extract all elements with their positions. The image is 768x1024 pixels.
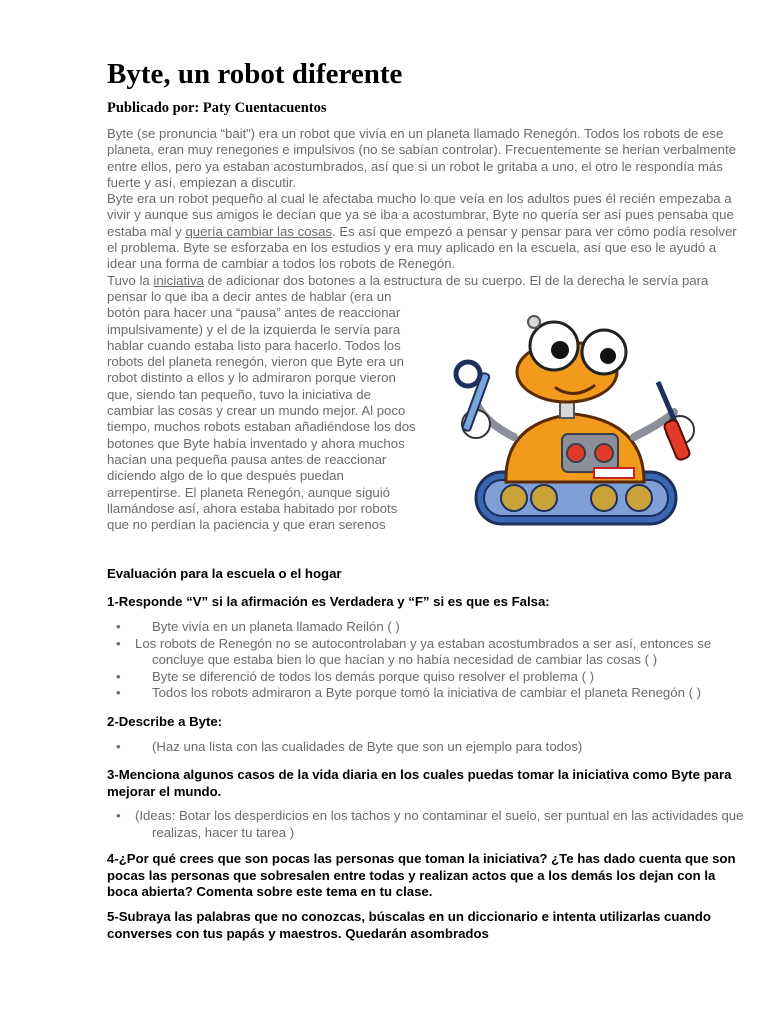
list-item [107, 669, 747, 686]
question-1-heading: 1-Responde “V” si la afirmación es Verdadera y “F” si es que es Falsa: [107, 594, 550, 609]
story-text-run: . Es así que empezó a pensar y pensar para ver cómo podía resolver el problema. Byte se esforzaba en los estudios y era muy aplicado en la escuela, así que eso le ayudó a idear una forma de cambiar a todos los robots de Renegón. [107, 223, 737, 272]
document-title: Byte, un robot diferente [107, 58, 403, 90]
list-item-text: Los robots de Renegón no se autocontrolaban y ya estaban acostumbrados a ser así, entonces se concluye que estaba bien lo que hacían y no había necesidad de cambiar las cosas ( ) [135, 635, 712, 667]
bullet: • [116, 635, 121, 651]
question-2-list [107, 739, 747, 756]
bullet: • [116, 619, 121, 634]
question-4-heading: 4-¿Por qué crees que son pocas las personas que toman la iniciativa? ¿Te has dado cuenta que son pocas las personas que sobresalen entre todas y realizan actos que a los demás los dejan con la boca abierta? Comenta sobre este tema en tu clase. [107, 851, 736, 899]
underlined-word: iniciativa [153, 272, 204, 288]
list-item [107, 619, 747, 636]
story-paragraph-3 [107, 273, 739, 289]
bullet: • [116, 668, 121, 684]
story-paragraph-3-continued: pensar lo que iba a decir antes de hablar (era un botón para hacer una “pausa” antes de reaccionar impulsivamente) y el de la izquierda le servía para hablar cuando estaba listo para hacerlo. Todos los robots del planeta renegón, vieron que Byte era un robot distinto a ellos y lo admiraron porque vieron que, siendo tan pequeño, tuvo la iniciativa de cambiar las cosas y crear un mundo mejor. Al poco tiempo, muchos robots estaban añadiéndose los dos botones que Byte había inventado y ahora muchos hacían una pequeña pausa antes de reaccionar diciendo algo de lo que después puedan arrepentirse. El planeta Renegón, aunque siguió llamándose así, ahora estaba habitado por robots que no perdían la paciencia y que eran serenos [107, 288, 416, 533]
story-text-run: de adicionar dos botones a la estructura de su cuerpo. El de la derecha le servía para [204, 272, 709, 288]
list-item-text: Byte se diferenció de todos los demás porque quiso resolver el problema ( ) [152, 668, 595, 684]
robot-head [517, 316, 626, 402]
byline: Publicado por: Paty Cuentacuentos [107, 100, 327, 116]
underlined-phrase: quería cambiar las cosas [185, 223, 333, 239]
question-3-list [107, 808, 747, 841]
question-2-heading: 2-Describe a Byte: [107, 714, 223, 729]
list-item-text: Byte vivía en un planeta llamado Reilón ( ) [152, 619, 400, 634]
robot-body [506, 414, 644, 482]
bullet: • [116, 808, 121, 823]
story-text-run: Byte era un robot pequeño al cual le afectaba mucho lo que veía en los adultos pues él recién empezaba a vivir y aunque sus amigos le decían que ya se iba a acostumbrar, Byte no quería ser así pues pensaba que estaba mal y [107, 191, 734, 239]
bullet: • [116, 685, 121, 700]
story-text-run: Tuvo la [107, 272, 154, 288]
evaluation-heading: Evaluación para la escuela o el hogar [107, 566, 342, 581]
story-paragraph-1: Byte (se pronuncia “bait”) era un robot que vivía en un planeta llamado Renegón. Todos los robots de ese planeta, eran muy renegones e impulsivos (no se sabían controlar). Frecuentemente se herían verbalmente entre ellos, pero ya estaban acostumbrados, así que si un robot le gritaba a uno, el otro le respondía más fuerte y así, empiezan a discutir. [107, 126, 736, 190]
question-5-heading: 5-Subraya las palabras que no conozcas, búscalas en un diccionario e intenta utilizarlas cuando converses con tus papás y maestros. Quedarán asombrados [107, 909, 711, 941]
bullet: • [116, 739, 121, 754]
list-item-text: (Ideas: Botar los desperdicios en los tachos y no contaminar el suelo, ser puntual en las actividades que realizas, hacer tu tarea ) [135, 808, 744, 840]
list-item [107, 808, 747, 841]
question-1-list [107, 619, 747, 702]
list-item-text: Todos los robots admiraron a Byte porque tomó la iniciativa de cambiar el planeta Renegón ( ) [152, 685, 702, 700]
list-item-text: (Haz una lista con las cualidades de Byte que son un ejemplo para todos) [152, 739, 583, 754]
list-item [107, 685, 747, 702]
question-3-heading: 3-Menciona algunos casos de la vida diaria en los cuales puedas tomar la iniciativa como Byte para mejorar el mundo. [107, 767, 732, 799]
list-item [107, 739, 747, 756]
list-item [107, 636, 747, 669]
story-paragraph-2 [107, 191, 739, 272]
robot-illustration [444, 302, 709, 530]
